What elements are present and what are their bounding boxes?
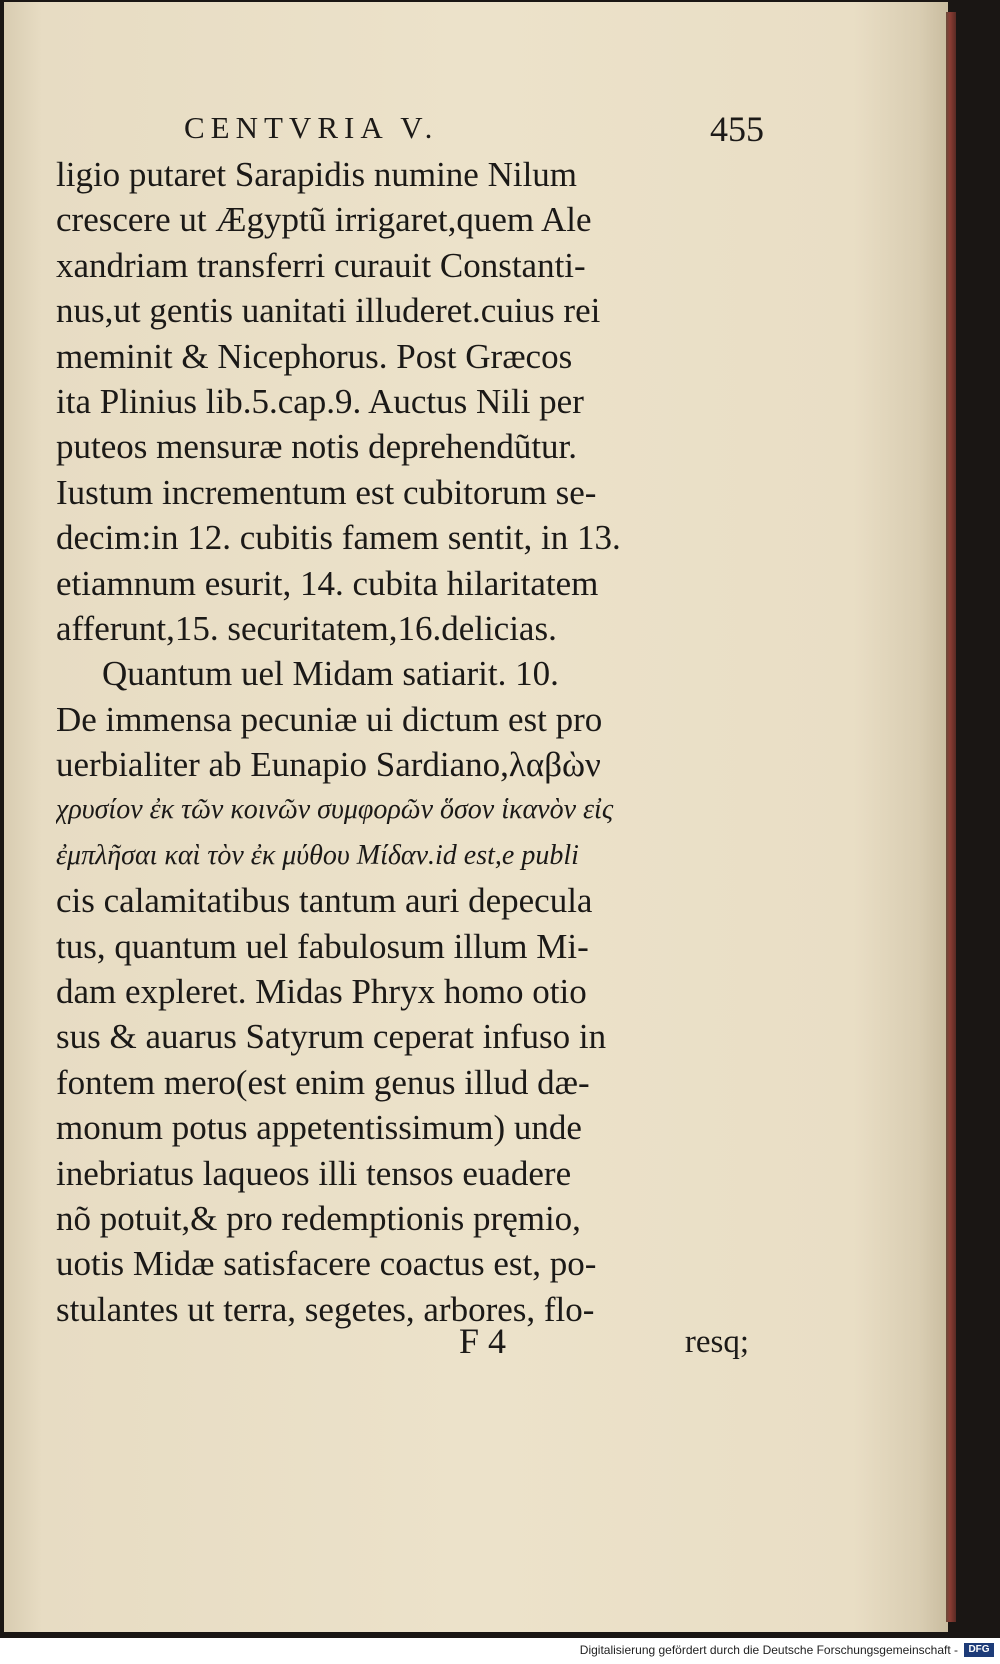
text-line: puteos mensuræ notis deprehendũtur. bbox=[56, 427, 578, 467]
text-line: decim:in 12. cubitis famem sentit, in 13. bbox=[56, 518, 621, 558]
page-header bbox=[184, 110, 764, 156]
text-line: ἐμπλῆσαι καὶ τὸν ἐκ μύθου Μίδαν.id est,e publi bbox=[56, 839, 579, 871]
text-line: afferunt,15. securitatem,16.delicias. bbox=[56, 608, 557, 648]
text-line: χρυσίον ἐκ τῶν κοινῶν συμφορῶν ὅσον ἱκανὸν εἰς bbox=[56, 794, 614, 826]
text-line: Quantum uel Midam satiarit. 10. bbox=[102, 654, 559, 694]
dfg-logo-icon: DFG bbox=[964, 1643, 994, 1657]
text-line: cis calamitatibus tantum auri depecula bbox=[56, 881, 593, 921]
credit-bar bbox=[0, 1638, 1000, 1664]
text-line: meminit & Nicephorus. Post Græcos bbox=[56, 336, 573, 376]
book-page bbox=[4, 2, 948, 1632]
text-line: crescere ut Ægyptũ irrigaret,quem Ale bbox=[56, 200, 592, 240]
text-line: nus,ut gentis uanitati illuderet.cuius rei bbox=[56, 291, 601, 331]
text-line: uotis Midæ satisfacere coactus est, po- bbox=[56, 1244, 597, 1284]
text-line: stulantes ut terra, segetes, arbores, flo- bbox=[56, 1289, 595, 1329]
page-edge bbox=[946, 12, 956, 1622]
text-line: dam expleret. Midas Phryx homo otio bbox=[56, 972, 587, 1012]
text-line: uerbialiter ab Eunapio Sardiano,λαβὼν bbox=[56, 745, 601, 785]
text-line: Iustum incrementum est cubitorum se- bbox=[56, 472, 597, 512]
catchword: resq; bbox=[684, 1324, 749, 1360]
body-text bbox=[56, 152, 746, 1332]
text-line: inebriatus laqueos illi tensos euadere bbox=[56, 1153, 572, 1193]
text-line: tus, quantum uel fabulosum illum Mi- bbox=[56, 926, 589, 966]
text-line: monum potus appetentissimum) unde bbox=[56, 1108, 582, 1148]
text-line: De immensa pecuniæ ui dictum est pro bbox=[56, 699, 603, 739]
text-line: ligio putaret Sarapidis numine Nilum bbox=[56, 155, 578, 194]
page-number: 455 bbox=[710, 109, 764, 149]
text-line: sus & auarus Satyrum ceperat infuso in bbox=[56, 1017, 607, 1057]
text-line: etiamnum esurit, 14. cubita hilaritatem bbox=[56, 563, 599, 603]
text-line: xandriam transferri curauit Constanti- bbox=[56, 245, 586, 285]
text-line: fontem mero(est enim genus illud dæ- bbox=[56, 1062, 590, 1102]
credit-text: Digitalisierung gefördert durch die Deutsche Forschungsgemeinschaft - bbox=[579, 1643, 958, 1657]
text-line: ita Plinius lib.5.cap.9. Auctus Nili per bbox=[56, 381, 584, 421]
signature-mark: F 4 bbox=[459, 1321, 507, 1361]
page-footer bbox=[459, 1320, 749, 1370]
text-line: nõ potuit,& pro redemptionis pręmio, bbox=[56, 1198, 581, 1238]
running-head: CENTVRIA V. bbox=[184, 110, 439, 145]
